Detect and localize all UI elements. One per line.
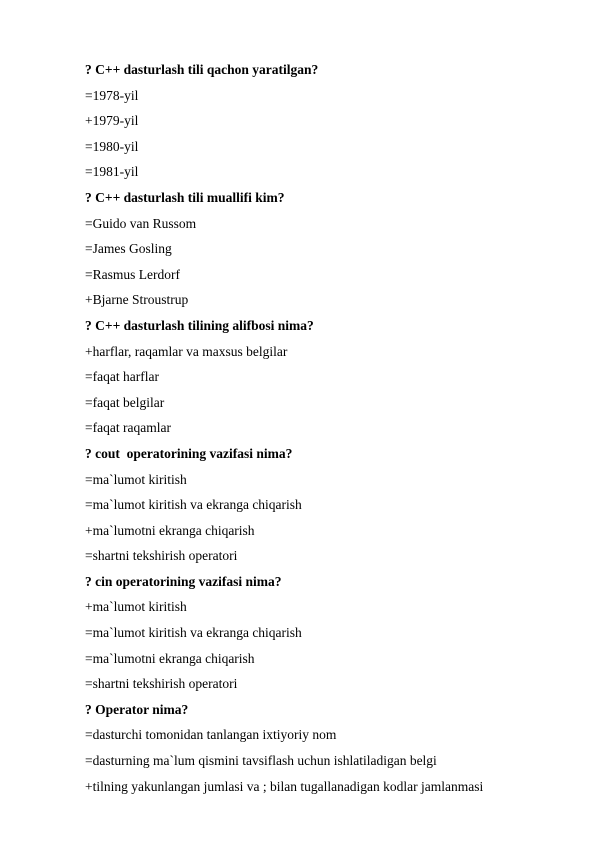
question-1-option-4: =1981-yil: [85, 164, 139, 180]
question-6-text: ? Operator nima?: [85, 701, 189, 717]
question-1-option-3: =1980-yil: [85, 138, 139, 154]
question-1-text: ? C++ dasturlash tili qachon yaratilgan?: [85, 62, 319, 77]
question-4-text: ? cout operatorining vazifasi nima?: [85, 445, 293, 461]
question-list: [85, 57, 575, 799]
question-5-option-2: =ma`lumot kiritish va ekranga chiqarish: [85, 625, 302, 641]
question-6-option-2: =dasturning ma`lum qismini tavsiflash uchun ishlatiladigan belgi: [85, 753, 437, 769]
question-2-option-3: =Rasmus Lerdorf: [85, 266, 180, 282]
question-5-option-3: =ma`lumotni ekranga chiqarish: [85, 650, 255, 666]
question-4-option-3: +ma`lumotni ekranga chiqarish: [85, 522, 255, 538]
question-6-option-3: +tilning yakunlangan jumlasi va ; bilan tugallanadigan kodlar jamlanmasi: [85, 778, 484, 794]
question-1-option-1: =1978-yil: [85, 87, 139, 103]
question-2-text: ? C++ dasturlash tili muallifi kim?: [85, 189, 285, 205]
question-3-option-1: +harflar, raqamlar va maxsus belgilar: [85, 343, 288, 359]
question-2-option-4: +Bjarne Stroustrup: [85, 292, 189, 308]
question-4-option-2: =ma`lumot kiritish va ekranga chiqarish: [85, 497, 302, 513]
question-5-option-1: +ma`lumot kiritish: [85, 599, 187, 615]
question-1-option-2: +1979-yil: [85, 113, 139, 129]
question-4-option-1: =ma`lumot kiritish: [85, 471, 187, 487]
question-3-option-2: =faqat harflar: [85, 369, 159, 385]
question-3-text: ? C++ dasturlash tilining alifbosi nima?: [85, 317, 314, 333]
question-6-option-1: =dasturchi tomonidan tanlangan ixtiyoriy nom: [85, 727, 337, 743]
question-3-option-4: =faqat raqamlar: [85, 420, 171, 436]
question-5-option-4: =shartni tekshirish operatori: [85, 676, 238, 692]
question-5-text: ? cin operatorining vazifasi nima?: [85, 573, 282, 589]
question-2-option-1: =Guido van Russom: [85, 215, 197, 231]
question-4-option-4: =shartni tekshirish operatori: [85, 548, 238, 564]
question-2-option-2: =James Gosling: [85, 241, 172, 257]
question-3-option-3: =faqat belgilar: [85, 394, 165, 410]
